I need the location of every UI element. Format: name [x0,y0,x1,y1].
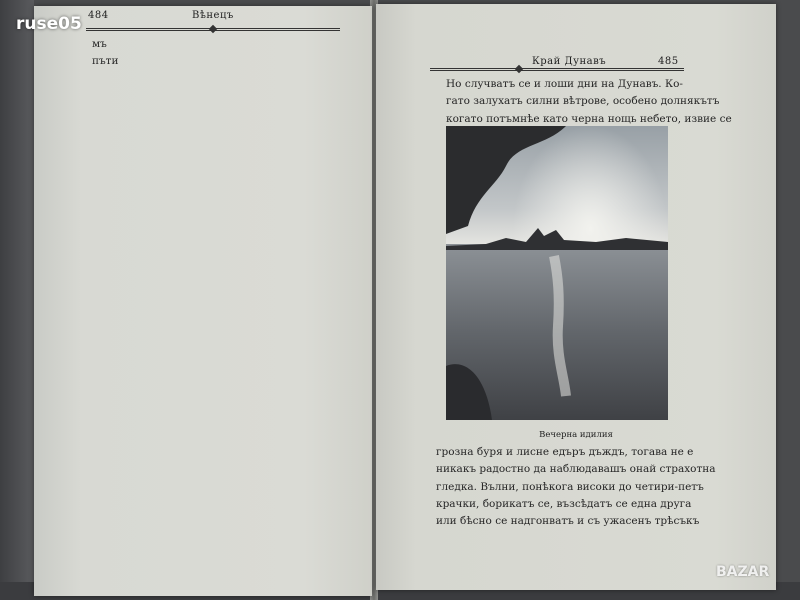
left-page-text [92,36,362,71]
photo-scene [446,126,668,420]
text-line: пъти [92,55,119,68]
site-watermark: ruse05 [16,14,82,34]
left-running-title: Вѣнецъ [192,10,234,21]
right-header-rule [430,68,684,71]
text-line: гледка. Вълни, понѣкога високи до четири-петъ [436,480,704,493]
right-running-title: Край Дунавъ [532,56,607,67]
right-page-text-bottom [436,444,736,530]
brand-watermark: BAZAR [716,564,770,580]
photo-caption: Вечерна идилия [539,430,613,440]
text-line: гато залухатъ силни вѣтрове, особено долнякътъ [446,95,720,108]
background-left [0,0,34,600]
left-page-number: 484 [88,10,109,21]
text-line: Но случватъ се и лоши дни на Дунавъ. Ко- [446,78,683,90]
text-line: или бѣсно се надгонватъ и съ ужасенъ трѣсъкъ [436,515,700,528]
right-page-number: 485 [658,56,679,67]
right-header-rule-ornament [515,65,523,73]
text-line: мъ [92,38,107,50]
right-page [376,4,776,590]
text-line: грозна буря и лисне едъръ дъждъ, тогава не е [436,446,694,458]
evening-river-photo [446,126,668,420]
right-page-text-top [446,76,736,128]
left-page [34,6,372,596]
text-line: крачки, борикатъ се, възсѣдатъ се една друга [436,497,692,510]
left-header-rule-ornament [209,25,217,33]
text-line: когато потъмнѣе като черна нощь небето, извие се [446,112,732,125]
text-line: никакъ радостно да наблюдавашъ онай страхотна [436,463,716,476]
